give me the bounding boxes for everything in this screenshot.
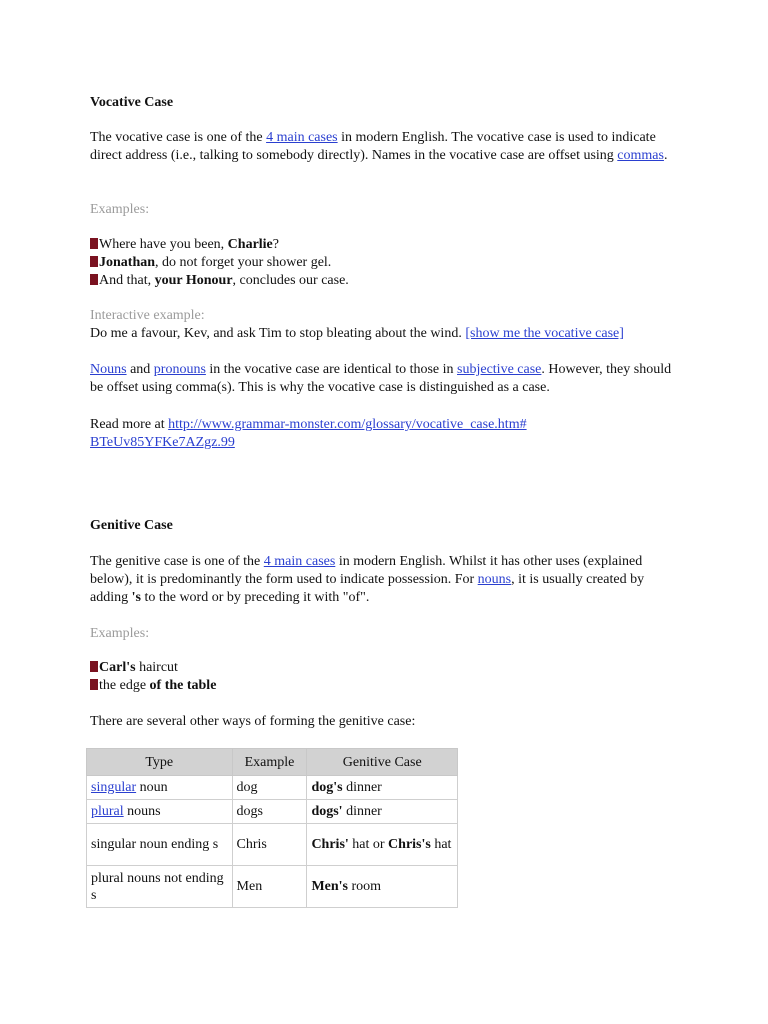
read-more-link[interactable]: http://www.grammar-monster.com/glossary/vocative_case.htm#BTeUv85YFKe7AZgz.99	[90, 417, 527, 450]
square-bullet-icon	[90, 661, 98, 672]
type-cell: plural nouns not ending s	[87, 866, 233, 908]
square-bullet-icon	[90, 238, 98, 249]
column-header-type: Type	[87, 749, 233, 776]
show-vocative-case-link[interactable]: [show me the vocative case]	[465, 326, 624, 341]
example-cell: dog	[232, 776, 307, 800]
type-cell: plural nouns	[87, 800, 233, 824]
genitive-cell: dog's dinner	[307, 776, 458, 800]
list-item: Where have you been, Charlie?	[90, 236, 680, 254]
vocative-heading: Vocative Case	[90, 95, 174, 110]
table-row	[87, 776, 458, 800]
table-intro-text: There are several other ways of forming the genitive case:	[90, 714, 416, 729]
example-cell: Men	[232, 866, 307, 908]
square-bullet-icon	[90, 274, 98, 285]
vocative-intro-paragraph: The vocative case is one of the 4 main cases in modern English. The vocative case is used to indicate direct address (i.e., talking to somebody directly). Names in the vocative case are offset using commas.	[90, 130, 668, 163]
link-nouns[interactable]: Nouns	[90, 362, 127, 377]
link-4-main-cases[interactable]: 4 main cases	[266, 130, 338, 145]
interactive-example-text: Do me a favour, Kev, and ask Tim to stop bleating about the wind. [show me the vocative case]	[90, 326, 624, 341]
link-plural[interactable]: plural	[91, 804, 124, 819]
column-header-example: Example	[232, 749, 307, 776]
column-header-genitive-case: Genitive Case	[307, 749, 458, 776]
read-more-paragraph: Read more at http://www.grammar-monster.com/glossary/vocative_case.htm#BTeUv85YFKe7AZgz.99	[90, 417, 527, 450]
interactive-example-label: Interactive example:	[90, 308, 205, 323]
list-item: And that, your Honour, concludes our case.	[90, 272, 680, 290]
type-cell: singular noun ending s	[87, 824, 233, 866]
link-commas[interactable]: commas	[617, 148, 664, 163]
genitive-forms-table	[86, 748, 458, 908]
table-row	[87, 800, 458, 824]
square-bullet-icon	[90, 256, 98, 267]
link-pronouns[interactable]: pronouns	[153, 362, 206, 377]
genitive-intro-paragraph: The genitive case is one of the 4 main cases in modern English. Whilst it has other uses (explained below), it is predominantly the form used to indicate possession. For nouns, it is usually created by adding 's to the word or by preceding it with "of".	[90, 554, 645, 605]
table-header-row	[87, 749, 458, 776]
table-row	[87, 866, 458, 908]
list-item: the edge of the table	[90, 677, 680, 695]
example-cell: Chris	[232, 824, 307, 866]
genitive-cell: Men's room	[307, 866, 458, 908]
type-cell: singular noun	[87, 776, 233, 800]
genitive-cell: dogs' dinner	[307, 800, 458, 824]
vocative-examples-label: Examples:	[90, 202, 150, 217]
table-row	[87, 824, 458, 866]
genitive-examples-list	[90, 659, 680, 695]
link-singular[interactable]: singular	[91, 780, 137, 795]
list-item: Jonathan, do not forget your shower gel.	[90, 254, 680, 272]
vocative-examples-list	[90, 236, 680, 290]
genitive-cell: Chris' hat or Chris's hat	[307, 824, 458, 866]
link-4-main-cases-genitive[interactable]: 4 main cases	[263, 554, 336, 569]
square-bullet-icon	[90, 679, 98, 690]
list-item: Carl's haircut	[90, 659, 680, 677]
link-subjective-case[interactable]: subjective case	[457, 362, 542, 377]
link-nouns-genitive[interactable]: nouns	[477, 572, 512, 587]
genitive-heading: Genitive Case	[90, 518, 173, 533]
genitive-examples-label: Examples:	[90, 626, 150, 641]
vocative-nouns-paragraph: Nouns and pronouns in the vocative case are identical to those in subjective case. However, they should be offset using comma(s). This is why the vocative case is distinguished as a case.	[90, 362, 672, 395]
example-cell: dogs	[232, 800, 307, 824]
